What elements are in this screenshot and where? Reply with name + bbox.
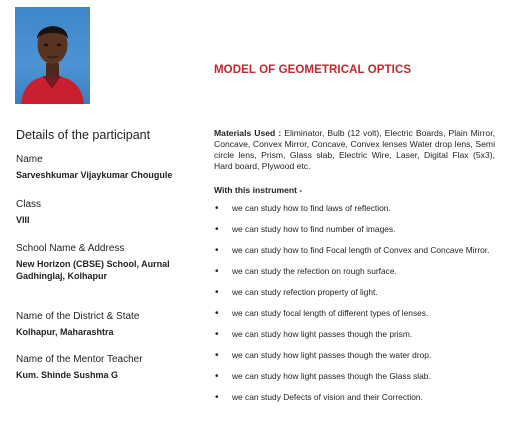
field-label: School Name & Address bbox=[16, 243, 125, 254]
list-item: • we can study how light passes though the Glass slab. bbox=[214, 371, 495, 382]
materials-paragraph bbox=[214, 128, 495, 172]
field-school bbox=[16, 243, 211, 282]
field-value: VIII bbox=[16, 215, 30, 225]
field-class bbox=[16, 199, 211, 226]
participant-photo bbox=[15, 7, 90, 104]
list-item: • we can study how to find Focal length of Convex and Concave Mirror. bbox=[214, 245, 495, 256]
field-label: Name of the District & State bbox=[16, 311, 140, 322]
list-item: • we can study how light passes though the water drop. bbox=[214, 350, 495, 361]
field-value: New Horizon (CBSE) School, Aurnal Gadhinglaj, Kolhapur bbox=[16, 259, 170, 281]
instrument-list bbox=[214, 200, 495, 403]
page-title: MODEL OF GEOMETRICAL OPTICS bbox=[214, 64, 412, 76]
instrument-heading: With this instrument - bbox=[214, 185, 303, 195]
field-district bbox=[16, 311, 211, 338]
list-item: • we can study how light passes though the prism. bbox=[214, 329, 495, 340]
field-value: Sarveshkumar Vijaykumar Chougule bbox=[16, 170, 173, 180]
field-value: Kum. Shinde Sushma G bbox=[16, 370, 119, 380]
field-name bbox=[16, 154, 211, 181]
participant-section-title: Details of the participant bbox=[16, 128, 151, 142]
list-item: • we can study focal length of different types of lenses. bbox=[214, 308, 495, 319]
list-item: • we can study refection property of light. bbox=[214, 287, 495, 298]
field-label: Name of the Mentor Teacher bbox=[16, 354, 143, 365]
field-label: Class bbox=[16, 199, 42, 210]
list-item: • we can study the refection on rough surface. bbox=[214, 266, 495, 277]
materials-label: Materials Used : bbox=[214, 128, 282, 138]
list-item: • we can study how to find laws of reflection. bbox=[214, 203, 495, 214]
list-item: • we can study how to find number of images. bbox=[214, 224, 495, 235]
field-mentor bbox=[16, 354, 211, 381]
field-label: Name bbox=[16, 154, 43, 165]
field-value: Kolhapur, Maharashtra bbox=[16, 327, 114, 337]
list-item: • we can study Defects of vision and their Correction. bbox=[214, 392, 495, 403]
materials-text: Eliminator, Bulb (12 volt), Electric Boards, Plain Mirror, Concave, Convex Mirror, Concave, Convex lenses Water drop lens, Semi circle lens, Prism, Glass slab, Electric Wire, Laser, Digital Flax (5x3), Hard board, Plywood etc. bbox=[214, 128, 495, 171]
